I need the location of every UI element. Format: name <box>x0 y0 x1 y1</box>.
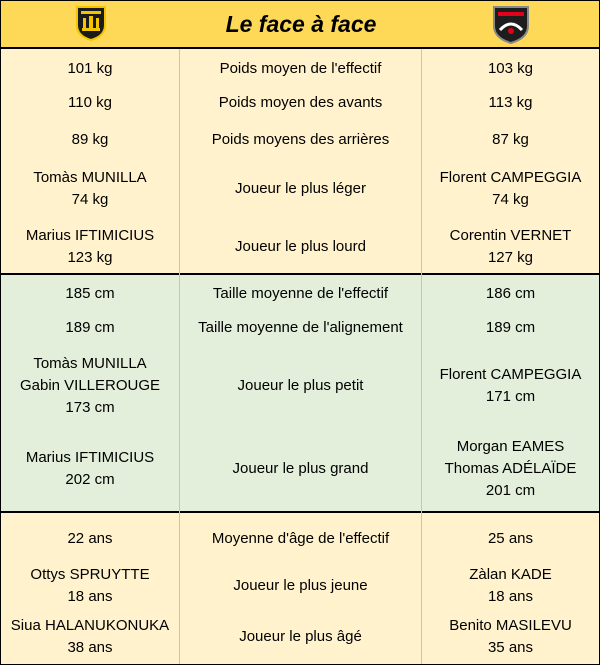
right-team-value <box>422 562 599 610</box>
left-team-value <box>1 278 179 310</box>
comparison-row <box>1 220 599 273</box>
left-team-value-line: Marius IFTIMICIUS <box>25 226 155 244</box>
stat-label-text: Joueur le plus lourd <box>235 237 366 255</box>
right-team-value <box>422 347 599 424</box>
left-team-value-line: Tomàs MUNILLA <box>33 354 147 372</box>
stat-label <box>180 347 421 424</box>
right-team-value-line: Corentin VERNET <box>449 226 572 244</box>
right-team-value <box>422 520 599 558</box>
carcassonne-club-logo <box>73 5 109 41</box>
right-team-value-line: Morgan EAMES <box>456 438 565 455</box>
left-team-value-line: 18 ans <box>67 588 113 605</box>
right-team-value-line: Zàlan KADE <box>469 566 552 583</box>
left-team-value <box>1 428 179 510</box>
opponent-club-logo <box>491 4 531 44</box>
left-team-value <box>1 311 179 345</box>
right-team-value <box>422 220 599 273</box>
stat-label-text: Taille moyenne de l'alignement <box>198 319 403 336</box>
left-team-value <box>1 86 179 120</box>
left-team-value-line: 110 kg <box>68 94 112 111</box>
right-team-value <box>422 311 599 345</box>
left-team-value-line: 173 cm <box>65 398 115 416</box>
right-team-value-line: Florent CAMPEGGIA <box>439 168 582 186</box>
left-team-value-line: 101 kg <box>67 60 113 77</box>
right-team-value-line: 127 kg <box>487 248 534 266</box>
left-team-value <box>1 612 179 662</box>
right-team-value-line: Benito MASILEVU <box>449 617 572 634</box>
left-team-value <box>1 562 179 610</box>
stat-label <box>180 612 421 662</box>
right-team-value <box>422 612 599 662</box>
left-team-value-line: 74 kg <box>71 190 109 208</box>
left-team-value-line: 38 ans <box>67 639 113 656</box>
right-team-value <box>422 122 599 157</box>
left-team-value <box>1 161 179 216</box>
right-team-value <box>422 86 599 120</box>
stat-label-text: Poids moyens des arrières <box>211 130 390 148</box>
left-team-value-line: Siua HALANUKONUKA <box>10 617 170 634</box>
stat-label <box>180 562 421 610</box>
left-team-value-line: 123 kg <box>67 248 113 266</box>
stat-label-text: Poids moyen de l'effectif <box>219 60 382 77</box>
right-team-value <box>422 428 599 510</box>
left-team-value <box>1 220 179 273</box>
right-team-value-line: 35 ans <box>487 639 534 656</box>
stat-label <box>180 86 421 120</box>
comparison-row <box>1 278 599 310</box>
left-team-value-line: 89 kg <box>71 130 109 148</box>
stat-label-text: Joueur le plus grand <box>232 460 369 477</box>
stat-label <box>180 220 421 273</box>
right-team-value-line: 171 cm <box>485 387 536 405</box>
stat-label-text: Taille moyenne de l'effectif <box>212 285 389 302</box>
left-team-value <box>1 53 179 85</box>
stat-label-text: Joueur le plus léger <box>235 179 366 197</box>
left-team-value <box>1 122 179 157</box>
comparison-row <box>1 428 599 510</box>
comparison-row <box>1 53 599 85</box>
comparison-row <box>1 311 599 345</box>
left-team-value <box>1 347 179 424</box>
right-team-value-line: 87 kg <box>492 130 529 148</box>
left-team-value-line: 189 cm <box>65 319 115 336</box>
right-team-value-line: 103 kg <box>487 60 534 77</box>
left-team-value-line: Tomàs MUNILLA <box>33 168 147 186</box>
comparison-row <box>1 161 599 216</box>
right-team-value-line: 189 cm <box>485 319 536 336</box>
stat-label <box>180 161 421 216</box>
right-team-value-line: Florent CAMPEGGIA <box>439 365 582 383</box>
left-team-value-line: Marius IFTIMICIUS <box>25 449 155 466</box>
right-team-value-line: 74 kg <box>492 190 529 208</box>
comparison-row <box>1 562 599 610</box>
comparison-row <box>1 520 599 558</box>
right-team-value-line: 201 cm <box>485 482 536 499</box>
header-bar <box>1 1 599 49</box>
comparison-row <box>1 612 599 662</box>
stat-label <box>180 53 421 85</box>
stat-label-text: Moyenne d'âge de l'effectif <box>211 530 390 547</box>
stat-label <box>180 311 421 345</box>
comparison-row <box>1 86 599 120</box>
comparison-row <box>1 347 599 424</box>
right-team-value <box>422 278 599 310</box>
left-team-value-line: 202 cm <box>65 471 115 488</box>
page-title: Le face à face <box>225 11 377 37</box>
right-team-value-line: 113 kg <box>488 94 533 111</box>
right-team-value-line: 186 cm <box>485 285 536 302</box>
stat-label <box>180 278 421 310</box>
stat-label <box>180 428 421 510</box>
right-team-value <box>422 161 599 216</box>
left-team-value-line: Ottys SPRUYTTE <box>30 566 150 583</box>
stat-label-text: Joueur le plus âgé <box>239 628 362 645</box>
stat-label <box>180 122 421 157</box>
left-team-value-line: Gabin VILLEROUGE <box>19 376 161 394</box>
stat-label <box>180 520 421 558</box>
right-team-value-line: 18 ans <box>487 588 534 605</box>
right-team-value-line: 25 ans <box>487 530 534 547</box>
right-team-value <box>422 53 599 85</box>
stat-label-text: Joueur le plus jeune <box>233 577 368 594</box>
right-team-value-line: Thomas ADÉLAÏDE <box>444 460 577 477</box>
left-team-value-line: 185 cm <box>65 285 115 302</box>
comparison-row <box>1 122 599 157</box>
left-team-value <box>1 520 179 558</box>
left-team-value-line: 22 ans <box>67 530 113 547</box>
stat-label-text: Poids moyen des avants <box>218 94 383 111</box>
stat-label-text: Joueur le plus petit <box>237 376 364 394</box>
